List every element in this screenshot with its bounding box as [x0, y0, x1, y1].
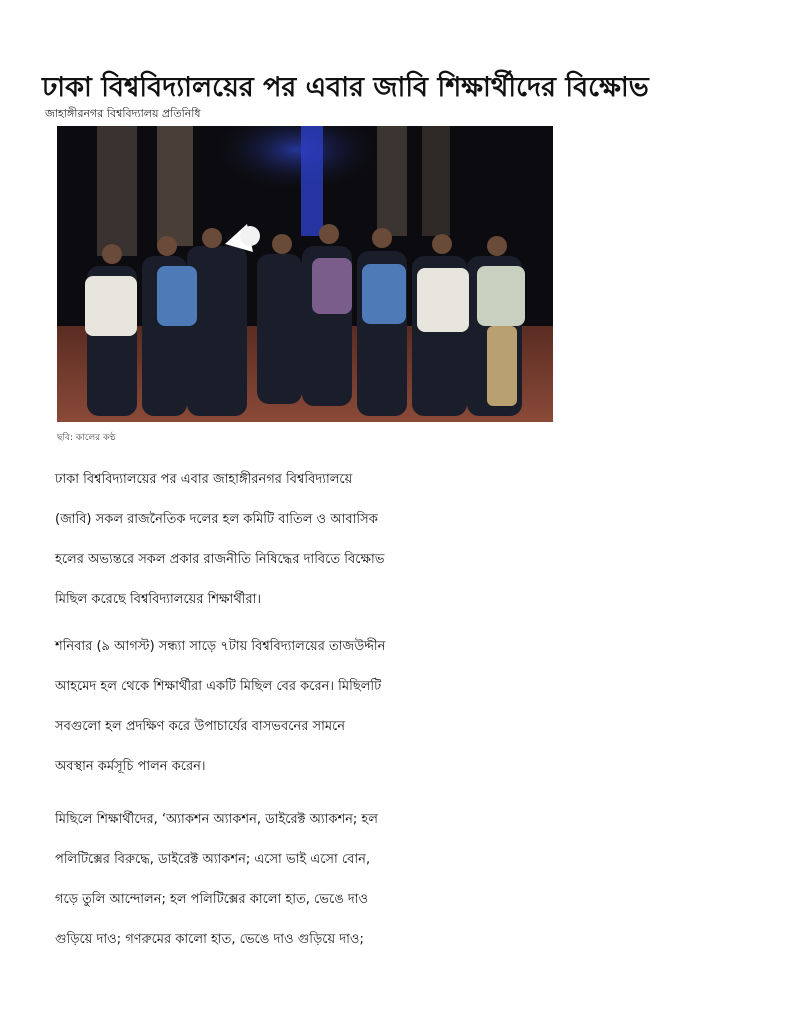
- paragraph-line: মিছিল করেছে বিশ্ববিদ্যালয়ের শিক্ষার্থীরা।: [55, 592, 262, 607]
- paragraph-line: শনিবার (৯ আগস্ট) সন্ধ্যা সাড়ে ৭টায় বিশ্ববিদ্যালয়ের তাজউদ্দীন: [55, 639, 386, 654]
- paragraph-line: মিছিলে শিক্ষার্থীদের, ‘অ্যাকশন অ্যাকশন, ডাইরেক্ট অ্যাকশন; হল: [55, 812, 378, 827]
- paragraph-line: (জাবি) সকল রাজনৈতিক দলের হল কমিটি বাতিল ও আবাসিক: [55, 512, 378, 527]
- article-paragraph-2: [55, 627, 455, 787]
- paragraph-line: অবস্থান কর্মসূচি পালন করেন।: [55, 759, 206, 774]
- article-paragraph-1: [55, 460, 455, 620]
- protest-photo-illustration: [57, 126, 553, 422]
- paragraph-line: ঢাকা বিশ্ববিদ্যালয়ের পর এবার জাহাঙ্গীরনগর বিশ্ববিদ্যালয়ে: [55, 472, 353, 487]
- article-byline: জাহাঙ্গীরনগর বিশ্ববিদ্যালয় প্রতিনিধি: [45, 107, 201, 120]
- article-title: ঢাকা বিশ্ববিদ্যালয়ের পর এবার জাবি শিক্ষার্থীদের বিক্ষোভ: [42, 72, 649, 104]
- paragraph-line: আহমেদ হল থেকে শিক্ষার্থীরা একটি মিছিল বের করেন। মিছিলটি: [55, 679, 382, 694]
- paragraph-line: পলিটিক্সের বিরুদ্ধে, ডাইরেক্ট অ্যাকশন; এসো ভাই এসো বোন,: [55, 852, 371, 867]
- photo-caption: ছবি: কালের কণ্ঠ: [57, 433, 116, 443]
- paragraph-line: হলের অভ্যন্তরে সকল প্রকার রাজনীতি নিষিদ্ধের দাবিতে বিক্ষোভ: [55, 552, 385, 567]
- article-photo: [57, 126, 553, 422]
- paragraph-line: সবগুলো হল প্রদক্ষিণ করে উপাচার্যের বাসভবনের সামনে: [55, 719, 346, 734]
- article-paragraph-3: [55, 800, 455, 960]
- paragraph-line: গড়ে তুলি আন্দোলন; হল পলিটিক্সের কালো হাত, ভেঙে দাও: [55, 892, 369, 907]
- paragraph-line: গুড়িয়ে দাও; গণরুমের কালো হাত, ভেঙে দাও গুড়িয়ে দাও;: [55, 932, 364, 947]
